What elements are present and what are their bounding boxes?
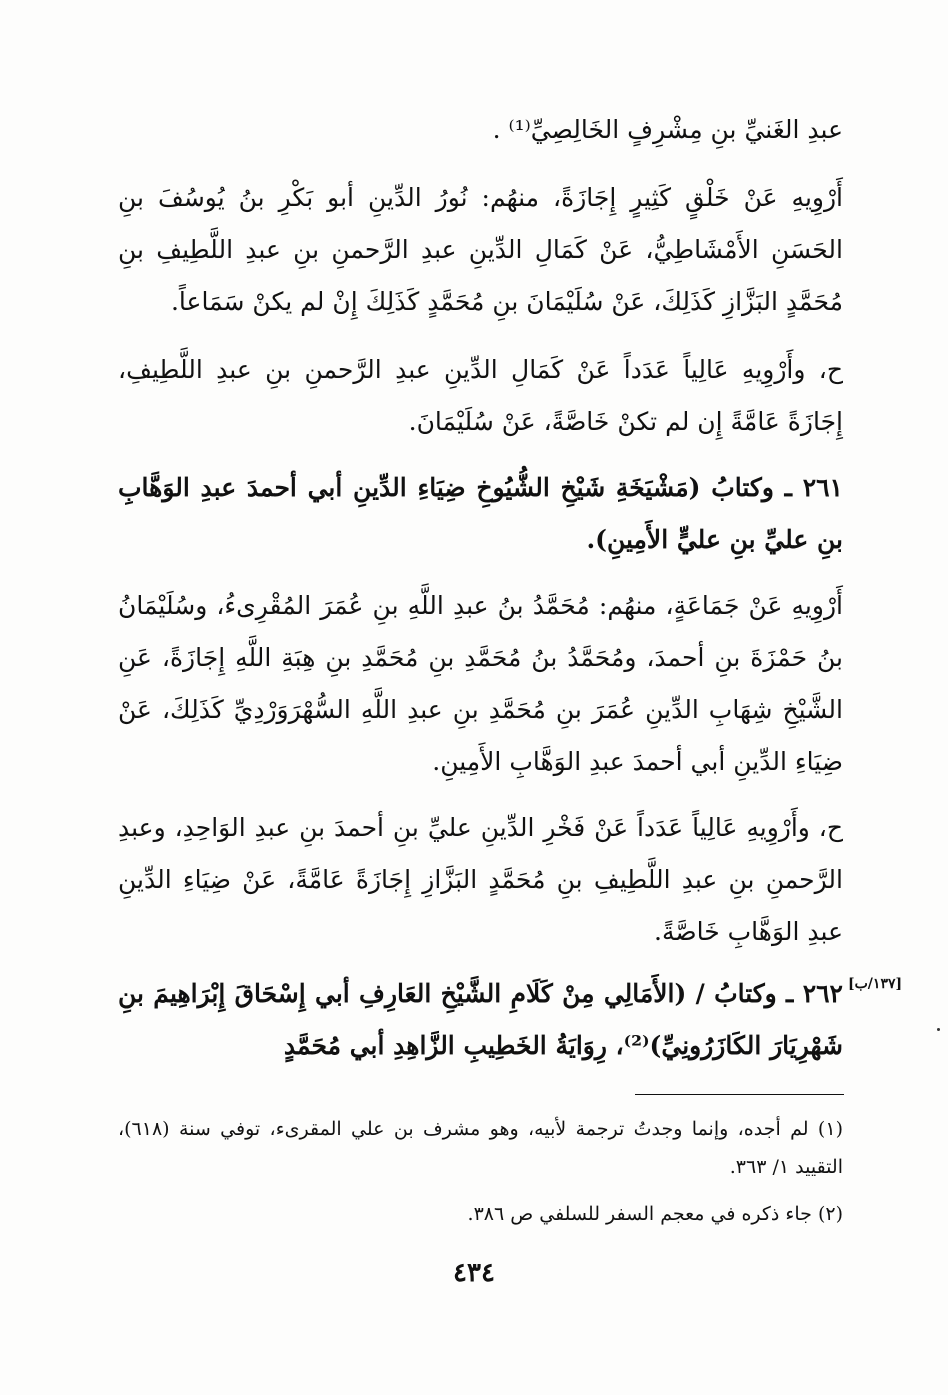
margin-folio-note: [١٣٧/ب] [848, 976, 903, 992]
footnote-2: (٢) جاء ذكره في معجم السفر للسلفي ص ٣٨٦. [467, 1203, 843, 1225]
margin-dot [937, 1028, 940, 1031]
entry-262-heading: ٢٦٢ ـ وكتابُ / (الأَمَالِي مِنْ كَلَامِ الشَّيْخِ العَارِفِ أبي إِسْحَاقَ إِبْرَاهِيمَ بنِ شَهْرِيَارَ الكَازَرُونِيِّ)⁽²⁾، رِوَايَةُ الخَطِيبِ الزَّاهِدِ أبي مُحَمَّدٍ [118, 979, 843, 1060]
paragraph-2: أَرْوِيهِ عَنْ خَلْقٍ كَثِيرٍ إِجَازَةً، منهُم: نُورُ الدِّينِ أبو بَكْرِ بنُ يُوسُفَ بنِ الحَسَنِ الأَمْشَاطِيُّ، عَنْ كَمَالِ الدِّينِ عبدِ الرَّحمنِ بنِ عبدِ اللَّطِيفِ بنِ مُحَمَّدٍ البَزَّازِ كَذَلِكَ، عَنْ سُلَيْمَانَ بنِ مُحَمَّدٍ كَذَلِكَ إِنْ لم يكنْ سَمَاعاً. [118, 183, 843, 316]
footnote-1: (١) لم أجده، وإنما وجدتُ ترجمة لأبيه، وهو مشرف بن علي المقرىء، توفي سنة (٦١٨)، التقييد ١/ ٣٦٣. [118, 1118, 843, 1178]
paragraph-5: أَرْوِيهِ عَنْ جَمَاعَةٍ، منهُم: مُحَمَّدُ بنُ عبدِ اللَّهِ بنِ عُمَرَ المُقْرِىءُ، وسُلَيْمَانُ بنُ حَمْزَةَ بنِ أحمدَ، ومُحَمَّدُ بنُ مُحَمَّدِ بنِ مُحَمَّدِ بنِ هِبَةِ اللَّهِ إِجَازَةً، عَنِ الشَّيْخِ شِهَابِ الدِّينِ عُمَرَ بنِ مُحَمَّدِ بنِ عبدِ اللَّهِ السُّهْرَوَرْدِيِّ كَذَلِكَ، عَنْ ضِيَاءِ الدِّينِ أبي أحمدَ عبدِ الوَهَّابِ الأَمِينِ. [118, 591, 843, 776]
entry-261-heading: ٢٦١ ـ وكتابُ (مَشْيَخَةِ شَيْخِ الشُّيُوخِ ضِيَاءِ الدِّينِ أبي أحمدَ عبدِ الوَهَّابِ بنِ عليِّ بنِ عليٍّ الأَمِينِ). [118, 473, 843, 554]
footnote-separator [635, 1094, 844, 1095]
paragraph-6: ح، وأَرْوِيهِ عَالِياً عَدَداً عَنْ فَخْرِ الدِّينِ عليِّ بنِ أحمدَ بنِ عبدِ الوَاحِدِ، وعبدِ الرَّحمنِ بنِ عبدِ اللَّطِيفِ بنِ مُحَمَّدٍ البَزَّازِ إِجَازَةً عَامَّةً، عَنْ ضِيَاءِ الدِّينِ عبدِ الوَهَّابِ خَاصَّةً. [118, 813, 843, 946]
page-number: ٤٣٤ [453, 1258, 495, 1288]
paragraph-3: ح، وأَرْوِيهِ عَالِياً عَدَداً عَنْ كَمَالِ الدِّينِ عبدِ الرَّحمنِ بنِ عبدِ اللَّطِيفِ، إِجَازَةً عَامَّةً إِن لم تكنْ خَاصَّةً، عَنْ سُلَيْمَانَ. [118, 355, 843, 436]
paragraph-1: عبدِ الغَنيِّ بنِ مِشْرِفٍ الخَالِصِيِّ⁽¹⁾ . [492, 115, 843, 144]
